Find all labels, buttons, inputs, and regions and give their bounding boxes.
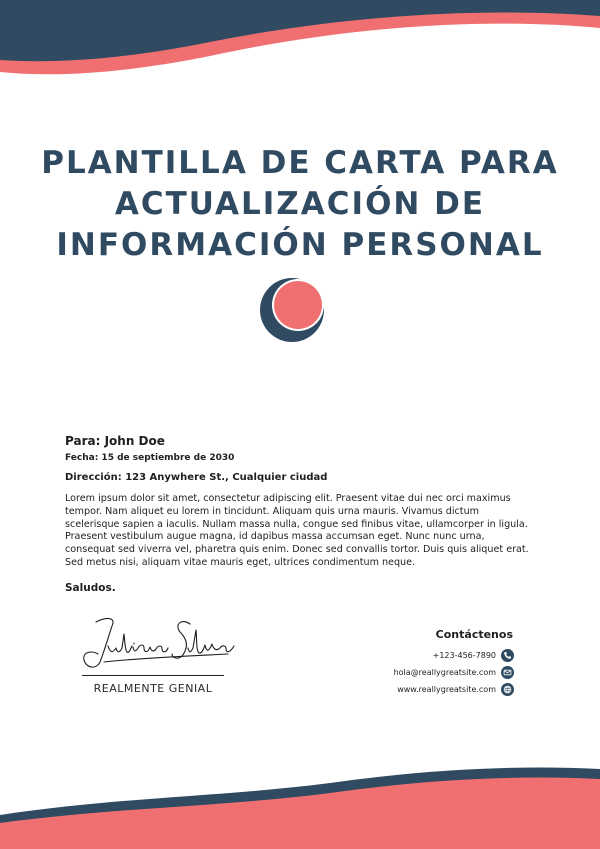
contact-block (294, 628, 514, 698)
title-line-3: INFORMACIÓN PERSONAL (56, 227, 544, 263)
letter-content (65, 434, 535, 594)
contact-email[interactable]: hola@reallygreatsite.com (393, 667, 496, 677)
email-icon (501, 666, 514, 679)
recipient-line: Para: John Doe (65, 434, 165, 448)
signature-line (82, 675, 224, 676)
phone-icon (501, 649, 514, 662)
title-line-2: ACTUALIZACIÓN DE (114, 186, 486, 222)
signature-caption: REALMENTE GENIAL (93, 682, 213, 695)
contact-phone[interactable]: +123-456-7890 (432, 650, 496, 660)
date-line: Fecha: 15 de septiembre de 2030 (65, 453, 235, 463)
top-wave-decoration (0, 0, 600, 90)
address-line: Dirección: 123 Anywhere St., Cualquier ciudad (65, 472, 328, 483)
contact-heading: Contáctenos (435, 628, 513, 641)
contact-phone-row (294, 647, 514, 663)
contact-website-row (294, 681, 514, 697)
contact-website[interactable]: www.reallygreatsite.com (397, 684, 496, 694)
crescent-logo-icon (258, 276, 326, 344)
bottom-wave-decoration (0, 759, 600, 849)
letter-body: Lorem ipsum dolor sit amet, consectetur adipiscing elit. Praesent vitae dui nec orci maximus tempor. Nam aliquet eu lorem in tincidunt. Aliquam quis urna mauris. Vivamus dictum scelerisque sapien a iaculis. Nullam massa nulla, congue sed finibus vitae, ullamcorper in ligula. Praesent vestibulum augue magna, id dapibus massa accumsan eget. Nunc nunc urna, consequat sed viverra vel, pharetra quis enim. Donec sed convallis tortor. Duis quis aliquet erat. Sed metus nisi, aliquam vitae mauris eget, ultrices condimentum neque. (65, 493, 529, 568)
page-title (0, 143, 600, 266)
contact-email-row (294, 664, 514, 680)
globe-icon (501, 683, 514, 696)
handwritten-signature (78, 612, 238, 676)
title-line-1: PLANTILLA DE CARTA PARA (41, 145, 559, 181)
closing-line: Saludos. (65, 581, 116, 594)
